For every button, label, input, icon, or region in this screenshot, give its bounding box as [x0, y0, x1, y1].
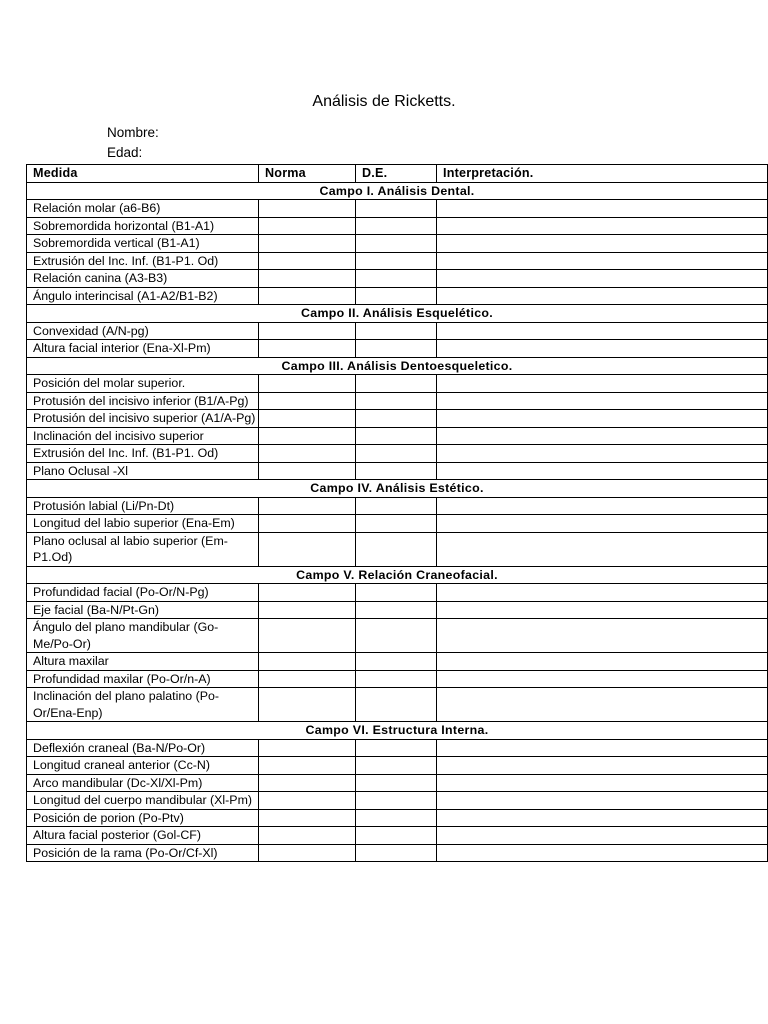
medida-cell: Ángulo del plano mandibular (Go-Me/Po-Or): [27, 619, 259, 653]
table-row: [27, 688, 768, 722]
interpretacion-cell[interactable]: [437, 809, 768, 827]
medida-cell: Sobremordida vertical (B1-A1): [27, 235, 259, 253]
section-row: [27, 722, 768, 740]
table-row: [27, 375, 768, 393]
interpretacion-cell[interactable]: [437, 739, 768, 757]
norma-cell[interactable]: [259, 392, 356, 410]
norma-cell[interactable]: [259, 410, 356, 428]
norma-cell[interactable]: [259, 653, 356, 671]
table-row: [27, 200, 768, 218]
section-row: [27, 182, 768, 200]
interpretacion-cell[interactable]: [437, 340, 768, 358]
section-row: [27, 305, 768, 323]
de-cell[interactable]: [356, 601, 437, 619]
medida-cell: Posición de la rama (Po-Or/Cf-Xl): [27, 844, 259, 862]
de-cell[interactable]: [356, 252, 437, 270]
medida-cell: Altura facial posterior (Gol-CF): [27, 827, 259, 845]
de-cell[interactable]: [356, 844, 437, 862]
de-cell[interactable]: [356, 739, 437, 757]
norma-cell[interactable]: [259, 532, 356, 566]
section-title: Campo VI. Estructura Interna.: [27, 722, 768, 740]
interpretacion-cell[interactable]: [437, 497, 768, 515]
norma-cell[interactable]: [259, 427, 356, 445]
interpretacion-cell[interactable]: [437, 410, 768, 428]
de-cell[interactable]: [356, 392, 437, 410]
norma-cell[interactable]: [259, 322, 356, 340]
norma-cell[interactable]: [259, 601, 356, 619]
interpretacion-cell[interactable]: [437, 792, 768, 810]
medida-cell: Sobremordida horizontal (B1-A1): [27, 217, 259, 235]
table-row: [27, 532, 768, 566]
ricketts-analysis-table: [26, 164, 768, 862]
interpretacion-cell[interactable]: [437, 532, 768, 566]
medida-cell: Longitud del labio superior (Ena-Em): [27, 515, 259, 533]
table-row: [27, 497, 768, 515]
interpretacion-cell[interactable]: [437, 515, 768, 533]
norma-cell[interactable]: [259, 584, 356, 602]
document-title: Análisis de Ricketts.: [312, 93, 456, 110]
de-cell[interactable]: [356, 653, 437, 671]
header-norma: Norma: [259, 165, 356, 183]
de-cell[interactable]: [356, 584, 437, 602]
norma-cell[interactable]: [259, 270, 356, 288]
medida-cell: Altura maxilar: [27, 653, 259, 671]
medida-cell: Plano Oclusal -Xl: [27, 462, 259, 480]
table-row: [27, 235, 768, 253]
norma-cell[interactable]: [259, 757, 356, 775]
table-row: [27, 584, 768, 602]
norma-cell[interactable]: [259, 340, 356, 358]
de-cell[interactable]: [356, 270, 437, 288]
medida-cell: Inclinación del incisivo superior: [27, 427, 259, 445]
interpretacion-cell[interactable]: [437, 287, 768, 305]
medida-cell: Ángulo interincisal (A1-A2/B1-B2): [27, 287, 259, 305]
norma-cell[interactable]: [259, 619, 356, 653]
interpretacion-cell[interactable]: [437, 688, 768, 722]
de-cell[interactable]: [356, 497, 437, 515]
norma-cell[interactable]: [259, 287, 356, 305]
medida-cell: Inclinación del plano palatino (Po-Or/Ena-Enp): [27, 688, 259, 722]
interpretacion-cell[interactable]: [437, 270, 768, 288]
norma-cell[interactable]: [259, 200, 356, 218]
de-cell[interactable]: [356, 532, 437, 566]
de-cell[interactable]: [356, 792, 437, 810]
de-cell[interactable]: [356, 410, 437, 428]
norma-cell[interactable]: [259, 375, 356, 393]
interpretacion-cell[interactable]: [437, 252, 768, 270]
de-cell[interactable]: [356, 375, 437, 393]
norma-cell[interactable]: [259, 809, 356, 827]
norma-cell[interactable]: [259, 827, 356, 845]
table-row: [27, 410, 768, 428]
de-cell[interactable]: [356, 774, 437, 792]
table-row: [27, 774, 768, 792]
medida-cell: Protusión labial (Li/Pn-Dt): [27, 497, 259, 515]
table-row: [27, 809, 768, 827]
medida-cell: Relación canina (A3-B3): [27, 270, 259, 288]
table-row: [27, 392, 768, 410]
section-title: Campo V. Relación Craneofacial.: [27, 566, 768, 584]
de-cell[interactable]: [356, 462, 437, 480]
interpretacion-cell[interactable]: [437, 653, 768, 671]
table-row: [27, 827, 768, 845]
de-cell[interactable]: [356, 340, 437, 358]
de-cell[interactable]: [356, 322, 437, 340]
table-row: [27, 252, 768, 270]
table-row: [27, 462, 768, 480]
de-cell[interactable]: [356, 827, 437, 845]
interpretacion-cell[interactable]: [437, 375, 768, 393]
medida-cell: Relación molar (a6-B6): [27, 200, 259, 218]
medida-cell: Arco mandibular (Dc-Xl/Xl-Pm): [27, 774, 259, 792]
table-row: [27, 619, 768, 653]
norma-cell[interactable]: [259, 235, 356, 253]
medida-cell: Extrusión del Inc. Inf. (B1-P1. Od): [27, 445, 259, 463]
interpretacion-cell[interactable]: [437, 601, 768, 619]
interpretacion-cell[interactable]: [437, 200, 768, 218]
section-title: Campo IV. Análisis Estético.: [27, 480, 768, 498]
norma-cell[interactable]: [259, 774, 356, 792]
norma-cell[interactable]: [259, 670, 356, 688]
de-cell[interactable]: [356, 217, 437, 235]
de-cell[interactable]: [356, 235, 437, 253]
section-title: Campo II. Análisis Esquelético.: [27, 305, 768, 323]
medida-cell: Extrusión del Inc. Inf. (B1-P1. Od): [27, 252, 259, 270]
norma-cell[interactable]: [259, 462, 356, 480]
table-row: [27, 287, 768, 305]
norma-cell[interactable]: [259, 739, 356, 757]
table-row: [27, 757, 768, 775]
header-interpretacion: Interpretación.: [437, 165, 768, 183]
table-row: [27, 217, 768, 235]
interpretacion-cell[interactable]: [437, 427, 768, 445]
interpretacion-cell[interactable]: [437, 774, 768, 792]
medida-cell: Longitud craneal anterior (Cc-N): [27, 757, 259, 775]
section-row: [27, 566, 768, 584]
medida-cell: Convexidad (A/N-pg): [27, 322, 259, 340]
table-row: [27, 515, 768, 533]
norma-cell[interactable]: [259, 792, 356, 810]
table-body: [27, 182, 768, 862]
interpretacion-cell[interactable]: [437, 619, 768, 653]
medida-cell: Longitud del cuerpo mandibular (Xl-Pm): [27, 792, 259, 810]
interpretacion-cell[interactable]: [437, 235, 768, 253]
norma-cell[interactable]: [259, 497, 356, 515]
nombre-label: Nombre:: [107, 125, 159, 140]
interpretacion-cell[interactable]: [437, 584, 768, 602]
de-cell[interactable]: [356, 757, 437, 775]
de-cell[interactable]: [356, 670, 437, 688]
de-cell[interactable]: [356, 445, 437, 463]
section-row: [27, 357, 768, 375]
interpretacion-cell[interactable]: [437, 392, 768, 410]
section-title: Campo III. Análisis Dentoesqueletico.: [27, 357, 768, 375]
interpretacion-cell[interactable]: [437, 322, 768, 340]
medida-cell: Profundidad facial (Po-Or/N-Pg): [27, 584, 259, 602]
interpretacion-cell[interactable]: [437, 844, 768, 862]
medida-cell: Altura facial interior (Ena-Xl-Pm): [27, 340, 259, 358]
norma-cell[interactable]: [259, 515, 356, 533]
table-row: [27, 322, 768, 340]
medida-cell: Plano oclusal al labio superior (Em-P1.Od): [27, 532, 259, 566]
interpretacion-cell[interactable]: [437, 445, 768, 463]
header-row: [27, 165, 768, 183]
medida-cell: Eje facial (Ba-N/Pt-Gn): [27, 601, 259, 619]
edad-label: Edad:: [107, 145, 143, 160]
table-row: [27, 670, 768, 688]
table-row: [27, 445, 768, 463]
norma-cell[interactable]: [259, 252, 356, 270]
medida-cell: Profundidad maxilar (Po-Or/n-A): [27, 670, 259, 688]
header-de: D.E.: [356, 165, 437, 183]
norma-cell[interactable]: [259, 445, 356, 463]
table-row: [27, 792, 768, 810]
interpretacion-cell[interactable]: [437, 670, 768, 688]
interpretacion-cell[interactable]: [437, 757, 768, 775]
medida-cell: Posición del molar superior.: [27, 375, 259, 393]
medida-cell: Deflexión craneal (Ba-N/Po-Or): [27, 739, 259, 757]
interpretacion-cell[interactable]: [437, 827, 768, 845]
table-row: [27, 653, 768, 671]
table-row: [27, 844, 768, 862]
de-cell[interactable]: [356, 515, 437, 533]
de-cell[interactable]: [356, 619, 437, 653]
medida-cell: Posición de porion (Po-Ptv): [27, 809, 259, 827]
de-cell[interactable]: [356, 200, 437, 218]
interpretacion-cell[interactable]: [437, 217, 768, 235]
section-title: Campo I. Análisis Dental.: [27, 182, 768, 200]
de-cell[interactable]: [356, 809, 437, 827]
table-row: [27, 270, 768, 288]
interpretacion-cell[interactable]: [437, 462, 768, 480]
norma-cell[interactable]: [259, 688, 356, 722]
norma-cell[interactable]: [259, 217, 356, 235]
header-medida: Medida: [27, 165, 259, 183]
table-row: [27, 601, 768, 619]
section-row: [27, 480, 768, 498]
table-row: [27, 340, 768, 358]
medida-cell: Protusión del incisivo inferior (B1/A-Pg): [27, 392, 259, 410]
norma-cell[interactable]: [259, 844, 356, 862]
de-cell[interactable]: [356, 427, 437, 445]
medida-cell: Protusión del incisivo superior (A1/A-Pg): [27, 410, 259, 428]
table-row: [27, 427, 768, 445]
table-row: [27, 739, 768, 757]
de-cell[interactable]: [356, 688, 437, 722]
de-cell[interactable]: [356, 287, 437, 305]
